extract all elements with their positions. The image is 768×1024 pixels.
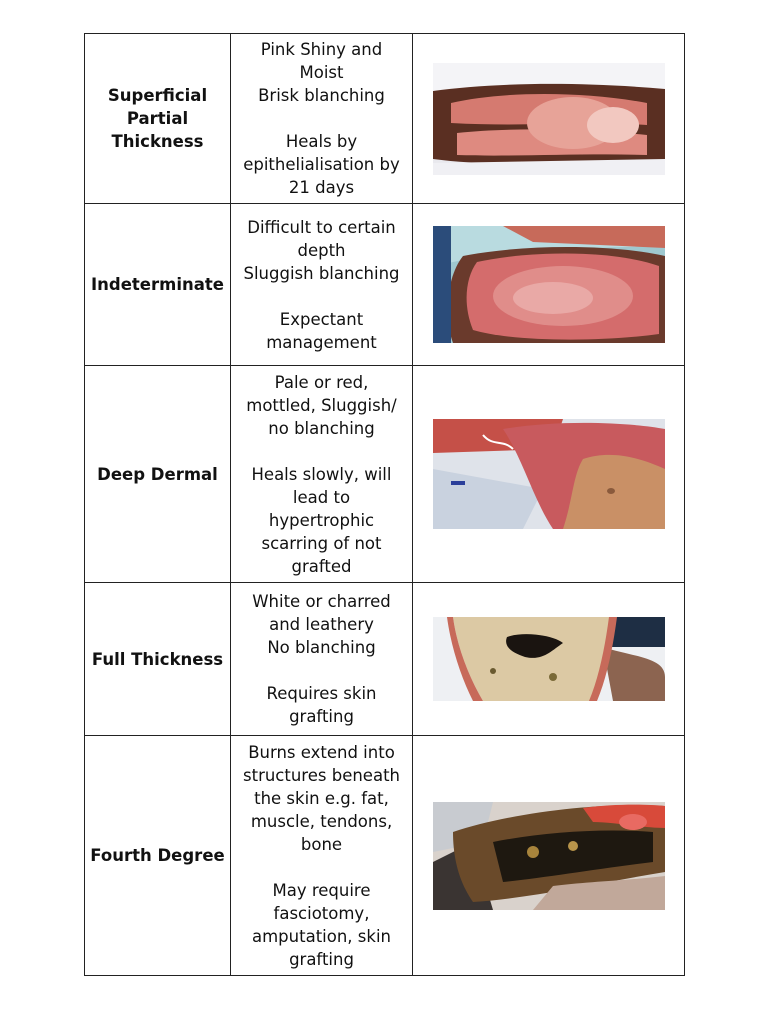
table-row xyxy=(85,366,685,583)
description-line: muscle, tendons, xyxy=(250,811,393,831)
description-line: Burns extend into xyxy=(248,742,395,762)
heading-line: Superficial xyxy=(107,86,208,105)
description-line: management xyxy=(266,332,377,352)
description-line: No blanching xyxy=(267,638,376,657)
description-line: Heals by xyxy=(285,132,358,151)
description-line: Moist xyxy=(299,63,344,82)
full-thickness-burn-photo xyxy=(433,617,665,701)
photo-cell xyxy=(413,583,685,736)
description-line: Heals slowly, will xyxy=(251,464,392,484)
description-line: bone xyxy=(300,834,343,854)
description-line: and leathery xyxy=(269,615,374,634)
description-line: Brisk blanching xyxy=(258,86,385,105)
description-line: grafted xyxy=(291,556,352,576)
heading-line: Indeterminate xyxy=(91,275,224,294)
table-row xyxy=(85,736,685,976)
description-line: the skin e.g. fat, xyxy=(254,788,389,808)
description-line: White or charred xyxy=(252,592,391,611)
description-line: hypertrophic xyxy=(268,510,375,530)
row-description xyxy=(231,366,413,583)
heading-line: Deep Dermal xyxy=(97,464,218,484)
row-description xyxy=(231,204,413,366)
photo-cell xyxy=(413,34,685,204)
description-line: structures beneath xyxy=(243,765,400,785)
photo-cell xyxy=(413,204,685,366)
description-line: Sluggish blanching xyxy=(243,263,400,283)
superficial-partial-thickness-burn-photo xyxy=(433,63,665,175)
description-line: no blanching xyxy=(268,418,375,438)
row-description xyxy=(231,736,413,976)
description-line: Expectant xyxy=(279,309,364,329)
burn-classification-table xyxy=(84,33,685,976)
heading-line: Partial xyxy=(126,109,189,128)
row-description xyxy=(231,583,413,736)
description-line: lead to xyxy=(292,487,351,507)
description-line: mottled, Sluggish/ xyxy=(246,395,397,415)
description-line: fasciotomy, xyxy=(273,903,370,923)
description-line: grafting xyxy=(289,707,354,726)
description-line: Pink Shiny and xyxy=(260,40,383,59)
row-heading xyxy=(85,583,231,736)
row-heading xyxy=(85,34,231,204)
photo-cell xyxy=(413,736,685,976)
deep-dermal-burn-photo xyxy=(433,419,665,529)
row-heading xyxy=(85,366,231,583)
description-line: grafting xyxy=(289,949,354,969)
indeterminate-burn-photo xyxy=(433,226,665,343)
heading-line: Full Thickness xyxy=(91,649,224,669)
heading-line: Fourth Degree xyxy=(90,846,225,865)
description-line: Difficult to certain xyxy=(247,217,396,237)
description-line: May require xyxy=(272,880,371,900)
description-line: 21 days xyxy=(288,178,355,197)
description-line: epithelialisation by xyxy=(243,155,400,174)
description-line: amputation, skin xyxy=(252,926,391,946)
fourth-degree-burn-photo xyxy=(433,802,665,910)
table-row xyxy=(85,204,685,366)
row-heading xyxy=(85,736,231,976)
description-line: Requires skin xyxy=(266,684,377,703)
description-line: depth xyxy=(297,240,346,260)
photo-cell xyxy=(413,366,685,583)
table-row xyxy=(85,34,685,204)
row-description xyxy=(231,34,413,204)
row-heading xyxy=(85,204,231,366)
description-line: scarring of not xyxy=(261,533,382,553)
description-line: Pale or red, xyxy=(274,372,369,392)
table-row xyxy=(85,583,685,736)
heading-line: Thickness xyxy=(111,132,204,151)
